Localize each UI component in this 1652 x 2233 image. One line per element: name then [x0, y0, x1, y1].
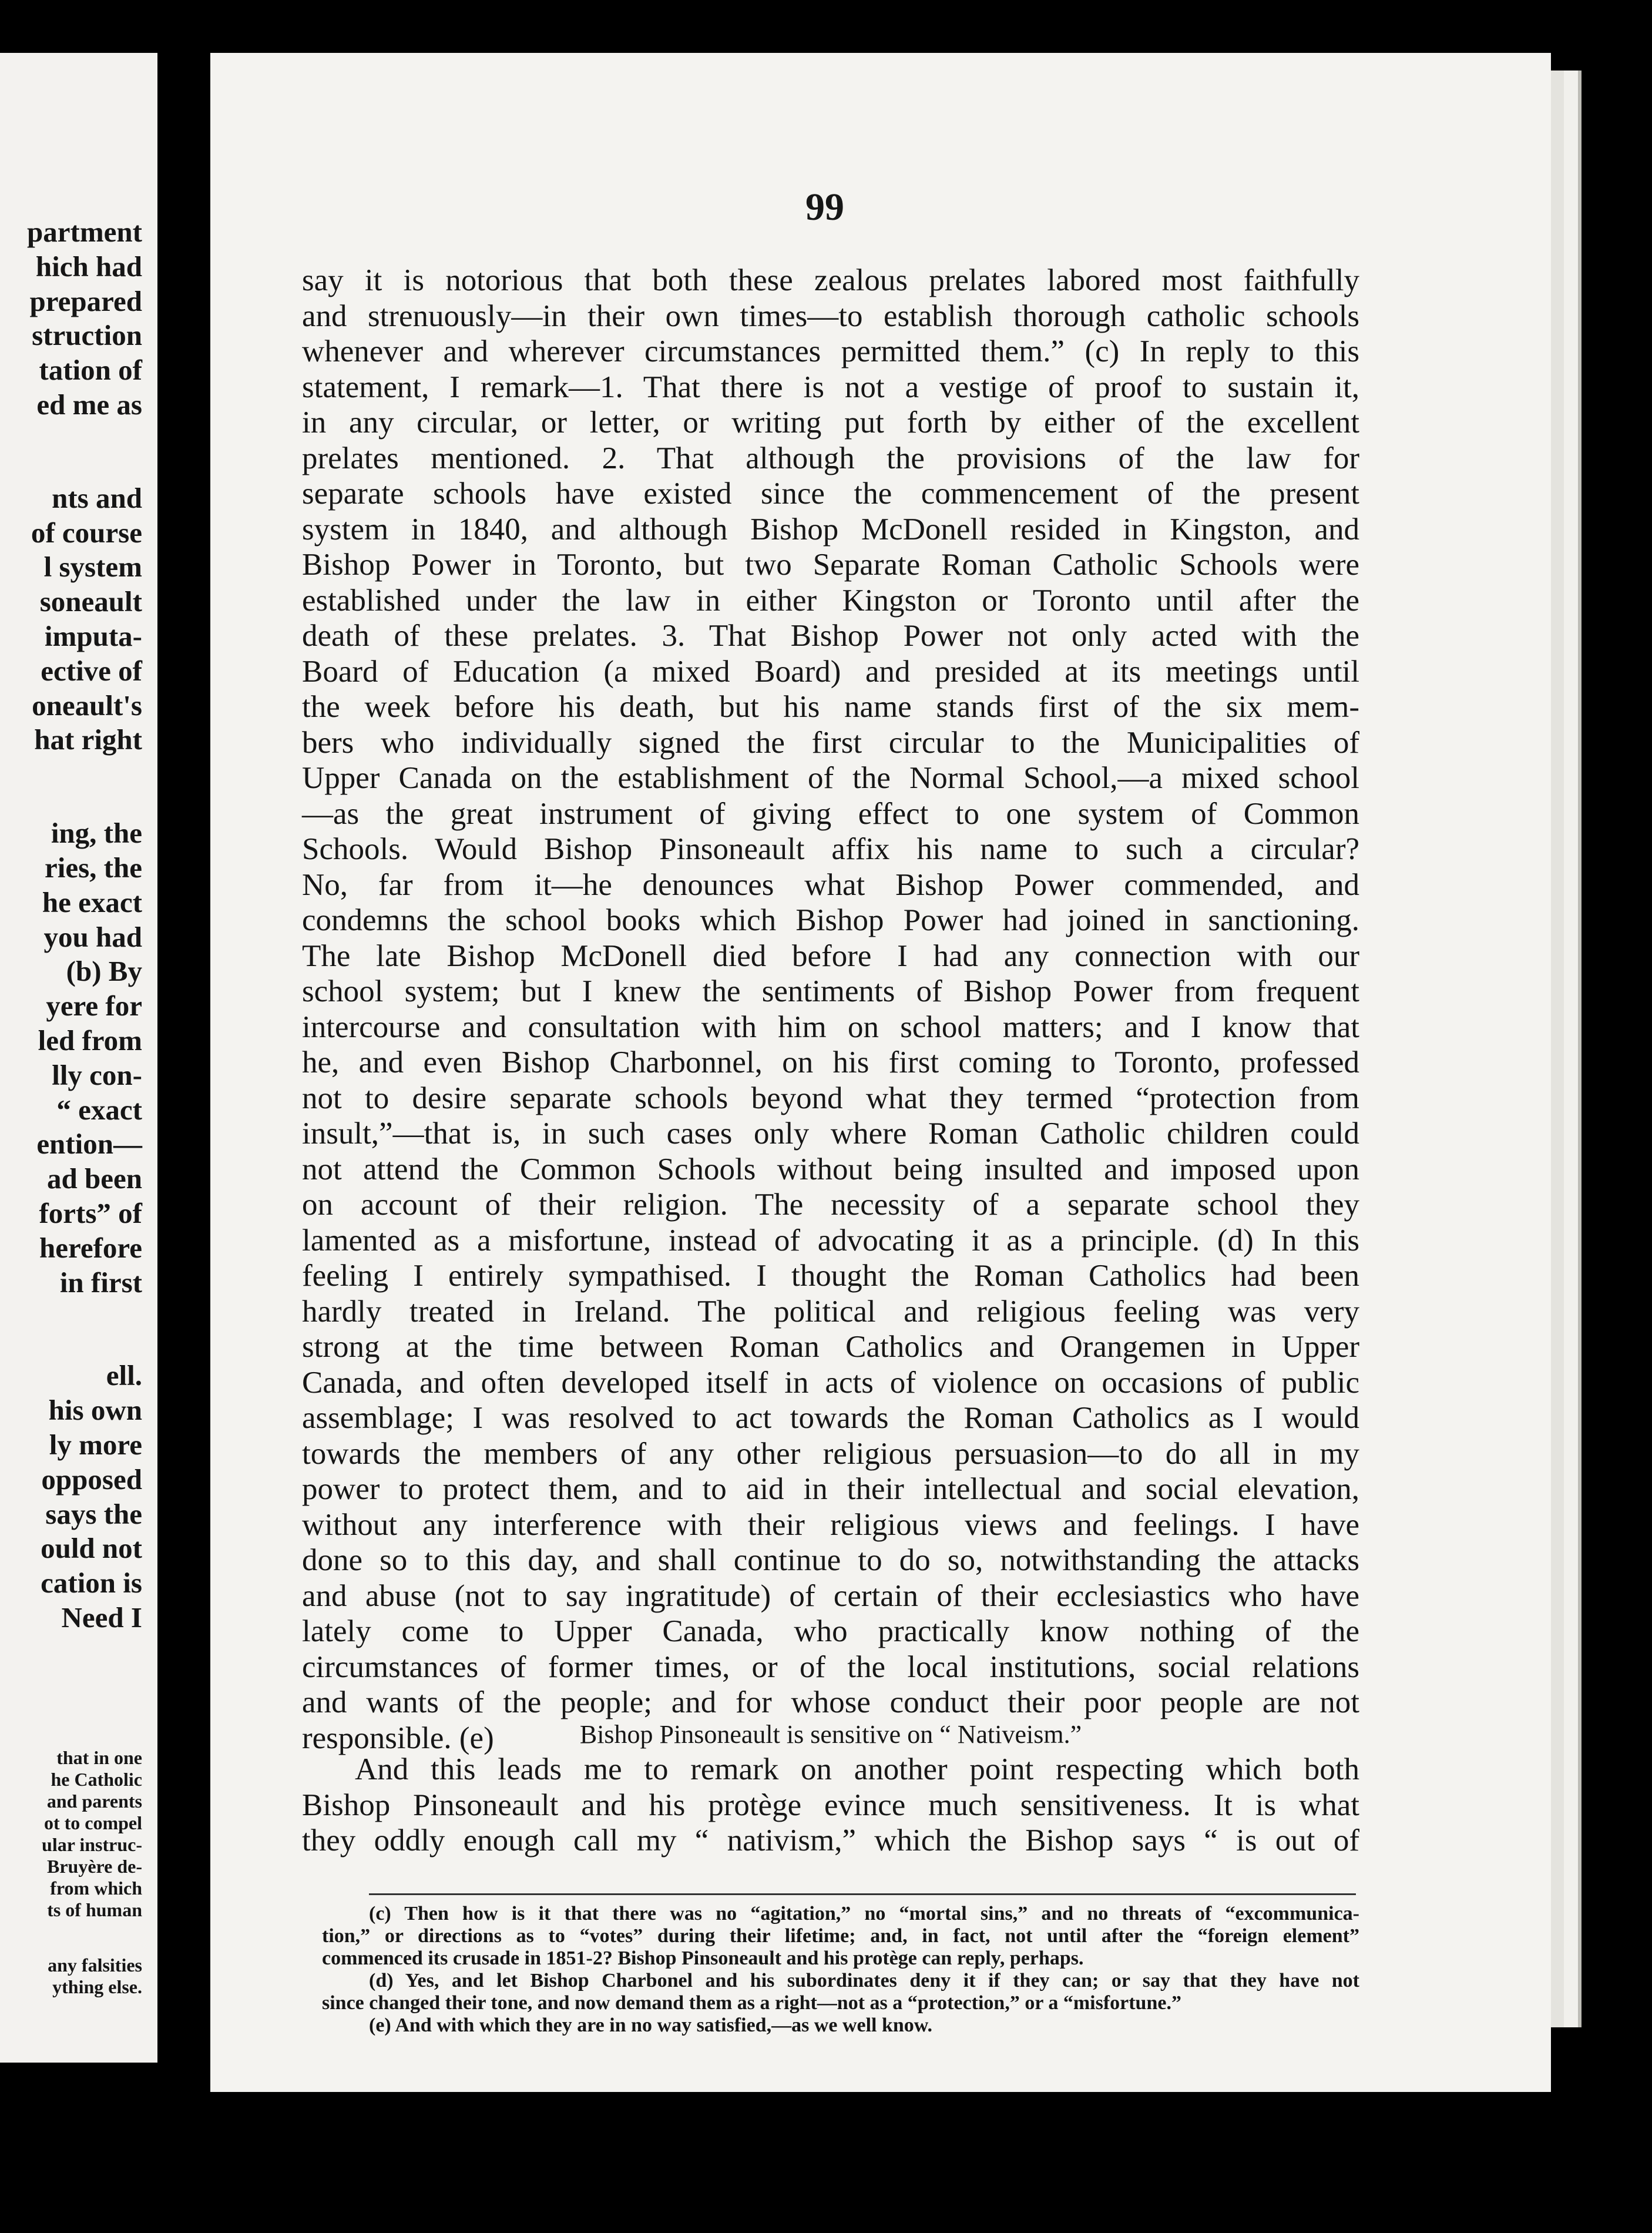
previous-page-fragment — [0, 53, 157, 2063]
left-page-footnote-line: ything else. — [52, 1976, 142, 1997]
body-line: feeling I entirely sympathised. I thought the Roman Catholics had been — [302, 1259, 1359, 1293]
left-page-line: partment — [27, 216, 142, 248]
body-line: not attend the Common Schools without being insulted and imposed upon — [302, 1152, 1359, 1186]
left-page-line: cation is — [41, 1567, 142, 1600]
left-page-line: opposed — [41, 1463, 142, 1496]
body-line: assemblage; I was resolved to act towards the Roman Catholics as I would — [302, 1401, 1359, 1435]
body-line: The late Bishop McDonell died before I had any connection with our — [302, 938, 1359, 973]
left-page-line: led from — [38, 1024, 142, 1057]
footnote-line: commenced its crusade in 1851-2? Bishop Pinsoneault and his protège can reply, perhaps. — [322, 1947, 1084, 1969]
body-line: No, far from it—he denounces what Bishop Power commended, and — [302, 867, 1359, 902]
left-page-line: ries, the — [45, 851, 142, 884]
footnote-rule — [369, 1893, 1356, 1895]
left-page-footnote-line: Bruyère de- — [46, 1856, 142, 1877]
body-line: bers who individually signed the first circular to the Municipalities of — [302, 725, 1359, 760]
body-line: say it is notorious that both these zealous prelates labored most faithfully — [302, 263, 1359, 297]
left-page-footnote-line: he Catholic — [51, 1769, 142, 1790]
body-line: on account of their religion. The necessity of a separate school they — [302, 1188, 1359, 1222]
left-page-line: you had — [43, 920, 142, 953]
footnote-line: (c) Then how is it that there was no “agitation,” no “mortal sins,” and no threats of “excommunica- — [369, 1903, 1359, 1924]
left-page-line: lly con- — [52, 1058, 142, 1091]
body-line: separate schools have existed since the commencement of the present — [302, 477, 1359, 511]
body-line: Schools. Would Bishop Pinsoneault affix his name to such a circular? — [302, 832, 1359, 866]
left-page-line: ly more — [49, 1429, 142, 1461]
body-line: established under the law in either Kingston or Toronto until after the — [302, 583, 1359, 618]
footnote-line: tion,” or directions as to “votes” during their lifetime; and, in fact, not until after the “foreign element” — [322, 1925, 1359, 1947]
page-edge — [1564, 71, 1578, 2027]
left-page-footnote-line: that in one — [56, 1747, 142, 1768]
body-line: condemns the school books which Bishop Power had joined in sanctioning. — [302, 903, 1359, 937]
body-line: power to protect them, and to aid in their intellectual and social elevation, — [302, 1472, 1359, 1506]
left-page-line: hich had — [35, 250, 142, 283]
left-page-line: ad been — [46, 1162, 142, 1195]
body-line: Board of Education (a mixed Board) and presided at its meetings until — [302, 654, 1359, 689]
left-page-line: ention— — [36, 1128, 142, 1161]
body-line: hardly treated in Ireland. The political and religious feeling was very — [302, 1294, 1359, 1329]
section-line: And this leads me to remark on another point respecting which both — [355, 1752, 1359, 1786]
body-line: and abuse (not to say ingratitude) of certain of their ecclesiastics who have — [302, 1578, 1359, 1613]
left-page-line: struction — [32, 319, 142, 352]
left-page-line: tation of — [39, 354, 142, 387]
body-line: Canada, and often developed itself in acts of violence on occasions of public — [302, 1365, 1359, 1400]
left-page-line: of course — [31, 516, 142, 549]
left-page-line: prepared — [29, 284, 142, 317]
left-page-line: says the — [45, 1497, 142, 1530]
page-number: 99 — [805, 186, 844, 229]
body-line: school system; but I knew the sentiments of Bishop Power from frequent — [302, 974, 1359, 1008]
body-line: in any circular, or letter, or writing put forth by either of the excellent — [302, 405, 1359, 440]
left-page-line: ed me as — [36, 388, 142, 421]
left-page-line: ell. — [106, 1359, 142, 1392]
left-page-line: he exact — [42, 886, 142, 918]
left-page-footnote-line: and parents — [46, 1791, 142, 1812]
body-line: responsible. (e) — [302, 1721, 494, 1755]
left-page-line: ing, the — [51, 817, 142, 850]
body-line: intercourse and consultation with him on school matters; and I know that — [302, 1010, 1359, 1044]
left-page-footnote-line: any falsities — [48, 1954, 142, 1976]
left-page-footnote-line: ts of human — [47, 1899, 142, 1920]
body-line: lately come to Upper Canada, who practically know nothing of the — [302, 1614, 1359, 1648]
body-line: lamented as a misfortune, instead of advocating it as a principle. (d) In this — [302, 1223, 1359, 1258]
body-line: the week before his death, but his name stands first of the six mem- — [302, 690, 1359, 724]
body-line: prelates mentioned. 2. That although the provisions of the law for — [302, 441, 1359, 475]
left-page-line: in first — [59, 1266, 142, 1299]
body-line: he, and even Bishop Charbonnel, on his first coming to Toronto, professed — [302, 1045, 1359, 1079]
left-page-line: ective of — [41, 654, 142, 687]
body-line: death of these prelates. 3. That Bishop Power not only acted with the — [302, 619, 1359, 653]
section-heading: Bishop Pinsoneault is sensitive on “ Nativeism.” — [579, 1720, 1082, 1749]
left-page-line: his own — [48, 1394, 142, 1427]
body-line: system in 1840, and although Bishop McDonell resided in Kingston, and — [302, 512, 1359, 546]
body-line: towards the members of any other religious persuasion—to do all in my — [302, 1436, 1359, 1471]
body-line: done so to this day, and shall continue to do so, notwithstanding the attacks — [302, 1543, 1359, 1577]
left-page-line: herefore — [39, 1231, 142, 1264]
left-page-line: soneault — [39, 585, 142, 618]
left-page-line: imputa- — [44, 620, 142, 652]
body-line: statement, I remark—1. That there is not a vestige of proof to sustain it, — [302, 370, 1359, 404]
left-page-line: hat right — [34, 723, 142, 756]
page-edge — [1551, 71, 1564, 2027]
left-page-line: ould not — [41, 1532, 142, 1565]
left-page-line: nts and — [52, 481, 142, 514]
body-line: Bishop Power in Toronto, but two Separate Roman Catholic Schools were — [302, 548, 1359, 582]
body-line: whenever and wherever circumstances permitted them.” (c) In reply to this — [302, 334, 1359, 368]
section-line: Bishop Pinsoneault and his protège evince much sensitiveness. It is what — [302, 1788, 1359, 1822]
footnote-line: since changed their tone, and now demand them as a right—not as a “protection,” or a “misfortune.” — [322, 1992, 1181, 2014]
body-line: not to desire separate schools beyond what they termed “protection from — [302, 1081, 1359, 1115]
body-line: strong at the time between Roman Catholics and Orangemen in Upper — [302, 1330, 1359, 1364]
left-page-footnote-line: ular instruc- — [42, 1834, 142, 1855]
left-page-footnote-line: from which — [50, 1877, 142, 1899]
left-page-line: “ exact — [56, 1093, 142, 1126]
left-page-line: l system — [43, 551, 142, 584]
footnote-line: (d) Yes, and let Bishop Charbonel and his subordinates deny it if they can; or say that they have not — [369, 1970, 1359, 1991]
body-line: —as the great instrument of giving effect to one system of Common — [302, 796, 1359, 831]
body-line: insult,”—that is, in such cases only where Roman Catholic children could — [302, 1116, 1359, 1151]
left-page-line: oneault's — [32, 689, 142, 722]
body-line: Upper Canada on the establishment of the Normal School,—a mixed school — [302, 761, 1359, 795]
left-page-line: forts” of — [39, 1197, 142, 1229]
body-line: circumstances of former times, or of the local institutions, social relations — [302, 1649, 1359, 1684]
section-line: they oddly enough call my “ nativism,” which the Bishop says “ is out of — [302, 1823, 1359, 1858]
left-page-line: (b) By — [66, 955, 142, 988]
body-line: without any interference with their religious views and feelings. I have — [302, 1507, 1359, 1542]
left-page-line: yere for — [46, 990, 142, 1022]
page-edge — [1578, 71, 1582, 2027]
footnote-line: (e) And with which they are in no way satisfied,—as we well know. — [369, 2014, 932, 2036]
body-line: and strenuously—in their own times—to establish thorough catholic schools — [302, 299, 1359, 333]
left-page-line: Need I — [61, 1601, 142, 1634]
body-line: and wants of the people; and for whose conduct their poor people are not — [302, 1685, 1359, 1719]
left-page-footnote-line: ot to compel — [43, 1812, 142, 1833]
